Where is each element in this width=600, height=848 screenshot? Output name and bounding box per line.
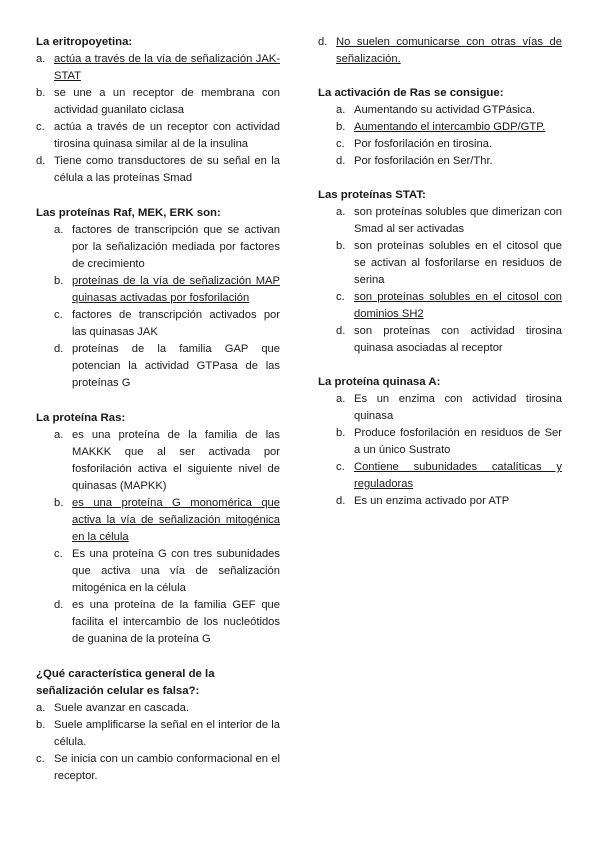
option-list xyxy=(318,102,562,170)
question-title: La activación de Ras se consigue: xyxy=(318,87,504,99)
option-text: Suele avanzar en cascada. xyxy=(54,702,189,714)
option-text-correct: Aumentando el intercambio GDP/GTP. xyxy=(354,121,546,133)
option-letter: d. xyxy=(318,36,328,48)
option-letter: b. xyxy=(336,121,346,133)
option-letter: b. xyxy=(54,275,64,287)
option-text: Produce fosforilación en residuos de Ser a un único Sustrato xyxy=(354,427,562,456)
option-letter: d. xyxy=(36,155,46,167)
option-letter: b. xyxy=(54,497,64,509)
option-item xyxy=(318,119,562,136)
option-text-correct: Contiene subunidades catalíticas y reguladoras xyxy=(354,461,562,490)
option-letter: c. xyxy=(36,121,45,133)
option-item xyxy=(318,153,562,170)
option-letter: d. xyxy=(54,343,64,355)
option-text: Por fosforilación en tirosina. xyxy=(354,138,493,150)
option-letter: b. xyxy=(36,87,46,99)
question-block xyxy=(36,410,280,648)
option-letter: a. xyxy=(336,104,346,116)
option-item xyxy=(318,323,562,357)
option-letter: a. xyxy=(54,224,64,236)
option-letter: b. xyxy=(336,427,346,439)
option-item xyxy=(318,136,562,153)
option-list xyxy=(36,51,280,187)
left-column xyxy=(36,34,280,785)
option-text: Por fosforilación en Ser/Thr. xyxy=(354,155,493,167)
question-spacer xyxy=(318,68,562,85)
option-text: Suele amplificarse la señal en el interior de la célula. xyxy=(54,719,280,748)
option-item xyxy=(318,289,562,323)
option-text: Es una proteína G con tres subunidades que activa una vía de señalización mitogénica en la célula xyxy=(72,548,280,594)
option-item xyxy=(36,51,280,85)
question-block xyxy=(318,85,562,170)
option-text-correct: No suelen comunicarse con otras vías de señalización. xyxy=(336,36,562,65)
option-list xyxy=(318,391,562,510)
option-letter: b. xyxy=(36,719,46,731)
option-letter: d. xyxy=(54,599,64,611)
option-item xyxy=(36,597,280,648)
option-item xyxy=(318,459,562,493)
option-text: Aumentando su actividad GTPásica. xyxy=(354,104,535,116)
question-block xyxy=(36,205,280,392)
option-letter: d. xyxy=(336,325,346,337)
option-text: es una proteína de la familia de las MAKKK que al ser activada por fosforilación activa el siguiente nivel de quinasas (MAPKK) xyxy=(72,429,280,492)
option-text: son proteínas con actividad tirosina quinasa asociadas al receptor xyxy=(354,325,562,354)
option-text: proteínas de la familia GAP que potencian la actividad GTPasa de las proteínas G xyxy=(72,343,280,389)
option-item xyxy=(318,425,562,459)
option-item xyxy=(36,717,280,751)
option-text: Tiene como transductores de su señal en la célula a las proteínas Smad xyxy=(54,155,280,184)
question-spacer xyxy=(318,357,562,374)
option-letter: d. xyxy=(336,495,346,507)
option-letter: c. xyxy=(336,461,345,473)
option-letter: a. xyxy=(336,206,346,218)
option-letter: a. xyxy=(36,53,46,65)
option-text: actúa a través de un receptor con actividad tirosina quinasa similar al de la insulina xyxy=(54,121,280,150)
option-item xyxy=(36,700,280,717)
question-title: La proteína Ras: xyxy=(36,412,126,424)
right-column xyxy=(318,34,562,510)
option-item xyxy=(36,85,280,119)
question-title: Las proteínas STAT: xyxy=(318,189,426,201)
option-item xyxy=(36,341,280,392)
option-text: es una proteína de la familia GEF que facilita el intercambio de los nucleótidos de guanina de la proteína G xyxy=(72,599,280,645)
option-item xyxy=(318,34,562,68)
option-letter: c. xyxy=(54,548,63,560)
option-item xyxy=(318,238,562,289)
option-item xyxy=(318,102,562,119)
option-text: factores de transcripción que se activan por la señalización mediada por factores de crecimiento xyxy=(72,224,280,270)
option-letter: a. xyxy=(36,702,46,714)
question-title: Las proteínas Raf, MEK, ERK son: xyxy=(36,207,221,219)
question-block xyxy=(318,374,562,510)
question-block xyxy=(318,187,562,357)
question-spacer xyxy=(36,187,280,205)
option-text: Es un enzima activado por ATP xyxy=(354,495,510,507)
option-text: Se inicia con un cambio conformacional en el receptor. xyxy=(54,753,280,782)
question-block xyxy=(36,34,280,187)
option-text-correct: actúa a través de la vía de señalización JAK-STAT xyxy=(54,53,280,82)
option-item xyxy=(36,119,280,153)
option-text: son proteínas solubles en el citosol que se activan al fosforilarse en residuos de serina xyxy=(354,240,562,286)
option-letter: c. xyxy=(36,753,45,765)
option-item xyxy=(36,307,280,341)
option-text-correct: es una proteína G monomérica que activa la vía de señalización mitogénica en la célula xyxy=(72,497,280,543)
option-list xyxy=(318,204,562,357)
option-text: se une a un receptor de membrana con actividad guanilato ciclasa xyxy=(54,87,280,116)
option-item xyxy=(36,495,280,546)
option-list xyxy=(36,427,280,648)
option-item xyxy=(318,391,562,425)
option-item xyxy=(36,546,280,597)
question-title: ¿Qué característica general de la señalización celular es falsa?: xyxy=(36,668,215,697)
option-item xyxy=(36,222,280,273)
option-letter: a. xyxy=(336,393,346,405)
question-block xyxy=(36,666,280,785)
option-text-correct: son proteínas solubles en el citosol con dominios SH2 xyxy=(354,291,562,320)
option-letter: a. xyxy=(54,429,64,441)
option-text: son proteínas solubles que dimerizan con Smad al ser activadas xyxy=(354,206,562,235)
option-letter: c. xyxy=(336,138,345,150)
option-item xyxy=(36,273,280,307)
question-spacer xyxy=(36,648,280,666)
option-text: Es un enzima con actividad tirosina quinasa xyxy=(354,393,562,422)
option-item xyxy=(36,153,280,187)
option-list xyxy=(318,34,562,68)
option-letter: b. xyxy=(336,240,346,252)
option-letter: c. xyxy=(54,309,63,321)
question-block xyxy=(318,34,562,68)
option-list xyxy=(36,700,280,785)
option-item xyxy=(36,427,280,495)
question-title: La eritropoyetina: xyxy=(36,36,133,48)
option-item xyxy=(36,751,280,785)
option-letter: d. xyxy=(336,155,346,167)
option-item xyxy=(318,204,562,238)
option-letter: c. xyxy=(336,291,345,303)
question-spacer xyxy=(36,392,280,410)
option-text: factores de transcripción activados por las quinasas JAK xyxy=(72,309,280,338)
question-title: La proteína quinasa A: xyxy=(318,376,441,388)
option-item xyxy=(318,493,562,510)
option-text-correct: proteínas de la vía de señalización MAP quinasas activadas por fosforilación xyxy=(72,275,280,304)
question-spacer xyxy=(318,170,562,187)
option-list xyxy=(36,222,280,392)
